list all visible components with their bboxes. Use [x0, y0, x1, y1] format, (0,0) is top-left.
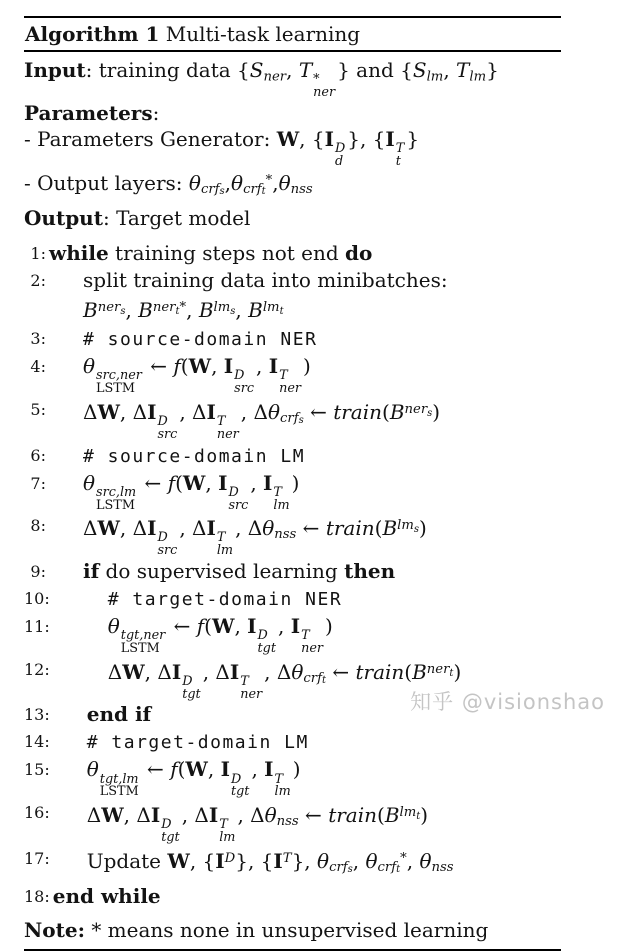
text-segment: ← — [325, 659, 356, 684]
text-segment: , { — [299, 126, 325, 151]
math-scripts: D tgt — [257, 628, 277, 656]
text-segment: ner — [152, 300, 176, 316]
text-segment: s — [219, 186, 225, 198]
text-segment: }, — [291, 848, 318, 873]
text-segment: , Δ — [181, 803, 209, 828]
line-content — [46, 512, 427, 558]
text-segment: # target-domain NER — [107, 588, 343, 610]
math-scripts: D d — [334, 140, 346, 169]
text-segment: } — [406, 126, 420, 151]
text-segment: lm — [397, 518, 414, 534]
text-segment: t — [396, 863, 401, 875]
text-segment: Parameters — [24, 100, 153, 125]
text-segment: , — [286, 58, 299, 82]
text-segment: T — [298, 58, 313, 82]
line-number: 1: — [30, 244, 46, 264]
algorithm-line-continuation — [24, 294, 561, 325]
header-line — [24, 100, 561, 126]
line-content — [50, 845, 454, 883]
text-segment: crf — [329, 860, 348, 876]
math-scripts: D src — [234, 368, 255, 397]
text-segment: θ — [262, 516, 275, 541]
text-segment: , — [125, 298, 139, 323]
math-scripts: T lm — [274, 771, 291, 800]
text-segment: , — [211, 354, 224, 379]
text-segment: , — [278, 613, 291, 638]
text-segment: I — [290, 613, 301, 638]
text-segment: I — [215, 848, 225, 873]
line-number: 12: — [24, 659, 50, 679]
text-segment: W — [122, 659, 145, 684]
text-segment: W — [211, 613, 235, 638]
text-segment: f — [170, 757, 178, 782]
line-content — [46, 240, 372, 267]
text-segment: B — [248, 298, 263, 323]
header-line — [24, 205, 561, 231]
line-number: 16: — [24, 803, 50, 823]
text-segment: ner — [97, 300, 121, 316]
text-segment: I — [206, 399, 216, 424]
math-scripts: tgt,lm LSTM — [99, 771, 139, 800]
text-segment: ← — [303, 399, 334, 424]
text-segment: θ — [107, 613, 120, 638]
text-segment: while — [49, 241, 109, 266]
text-segment: , — [224, 171, 232, 196]
line-content — [46, 325, 317, 353]
text-segment: ) — [292, 757, 301, 782]
text-segment: # target-domain LM — [86, 732, 309, 754]
text-segment: crf — [280, 411, 299, 427]
algorithm-box — [24, 16, 561, 951]
algorithm-line — [24, 396, 561, 442]
text-segment: B — [389, 399, 405, 424]
math-scripts: D tgt — [230, 771, 250, 800]
math-scripts: src,ner LSTM — [96, 368, 142, 397]
algorithm-line — [24, 558, 561, 585]
text-segment: Δ — [83, 516, 98, 541]
text-segment: }, { — [347, 126, 386, 151]
line-number: 15: — [24, 760, 50, 780]
algorithm-line — [24, 845, 561, 883]
text-segment: nss — [431, 860, 454, 876]
line-number: 6: — [30, 445, 46, 465]
text-segment: , Δ — [144, 659, 172, 684]
text-segment: Update — [86, 848, 168, 873]
text-segment: W — [97, 399, 120, 424]
header-line — [24, 57, 561, 100]
text-segment: I — [229, 659, 240, 684]
text-segment: θ — [188, 171, 201, 196]
text-segment: I — [264, 757, 274, 782]
text-segment: ( — [377, 803, 385, 828]
text-segment: ← — [296, 516, 326, 541]
text-segment: then — [344, 558, 396, 583]
text-segment: , Δ — [264, 659, 292, 684]
line-number: 18: — [24, 886, 50, 906]
text-segment: , Δ — [235, 516, 263, 541]
text-segment: ← — [298, 803, 329, 828]
text-segment: t — [321, 674, 326, 686]
line-content — [50, 656, 462, 702]
text-segment: , — [235, 298, 249, 323]
text-segment: W — [276, 126, 300, 151]
note-text: * means none in unsupervised learning — [91, 917, 489, 942]
text-segment: ) — [325, 613, 333, 638]
text-segment: , — [272, 171, 279, 196]
text-segment: I — [324, 126, 334, 151]
text-segment: * — [265, 173, 273, 189]
text-segment: ) — [420, 803, 429, 828]
text-segment: * — [400, 850, 407, 866]
line-content — [46, 442, 305, 470]
text-segment: f — [196, 613, 205, 638]
text-segment: θ — [419, 848, 432, 873]
text-segment: , Δ — [179, 516, 207, 541]
text-segment: lm — [469, 69, 487, 85]
text-segment: t — [261, 186, 266, 198]
text-segment: ner — [263, 69, 287, 85]
text-segment: * — [179, 300, 187, 316]
text-segment: , Δ — [240, 399, 268, 424]
line-content — [46, 267, 448, 294]
line-number: 8: — [30, 516, 46, 536]
text-segment: W — [185, 757, 208, 782]
text-segment: : Target model — [102, 206, 251, 231]
math-scripts: D src — [157, 413, 178, 442]
text-segment: nss — [274, 527, 297, 543]
text-segment: # source-domain NER — [83, 329, 318, 351]
line-content — [50, 613, 333, 656]
header-line — [24, 168, 561, 205]
text-segment: ner — [404, 401, 428, 417]
algorithm-line — [24, 728, 561, 756]
text-segment: θ — [267, 399, 280, 424]
text-segment: , — [186, 298, 199, 323]
text-segment: , — [250, 470, 264, 495]
text-segment: D — [224, 850, 236, 866]
line-number: 4: — [30, 357, 46, 377]
text-segment: θ — [231, 171, 244, 196]
text-segment: W — [188, 354, 212, 379]
algorithm-line — [24, 756, 561, 799]
text-segment: ← — [138, 470, 168, 495]
algorithm-note — [24, 917, 561, 951]
algorithm-line — [24, 470, 561, 513]
text-segment: I — [273, 848, 283, 873]
text-segment: t — [175, 306, 180, 318]
text-segment: crf — [200, 182, 220, 198]
text-segment: I — [223, 354, 234, 379]
text-segment: I — [247, 613, 257, 638]
text-segment: , Δ — [119, 399, 148, 424]
text-segment: , { — [189, 848, 216, 873]
text-segment: , — [443, 58, 457, 82]
text-segment: train — [328, 803, 377, 828]
algorithm-line — [24, 585, 561, 613]
text-segment: , — [251, 757, 265, 782]
text-segment: T — [282, 850, 292, 866]
algorithm-line — [24, 613, 561, 656]
text-segment: , — [234, 613, 248, 638]
algorithm-header — [24, 52, 561, 231]
text-segment: } — [486, 58, 499, 82]
math-scripts: T ner — [216, 413, 239, 442]
text-segment: I — [268, 354, 279, 379]
text-segment: θ — [291, 659, 304, 684]
text-segment: t — [416, 810, 421, 822]
text-segment: θ — [317, 848, 330, 873]
text-segment: Δ — [86, 803, 102, 828]
text-segment: do — [345, 241, 373, 266]
math-scripts: T ner — [301, 628, 324, 656]
math-scripts: D tgt — [161, 817, 180, 845]
text-segment: B — [382, 516, 398, 541]
text-segment: W — [97, 516, 120, 541]
line-number: 10: — [24, 588, 50, 608]
math-scripts: T ner — [240, 673, 263, 702]
text-segment: training steps not end — [108, 241, 346, 266]
line-content — [50, 701, 151, 728]
line-content — [46, 558, 395, 585]
text-segment: B — [198, 298, 214, 323]
text-segment: ( — [177, 757, 186, 782]
algorithm-line — [24, 325, 561, 353]
text-segment: W — [101, 803, 124, 828]
math-scripts: T t — [395, 140, 405, 169]
text-segment: train — [333, 399, 383, 424]
math-scripts: T lm — [219, 817, 236, 845]
math-scripts: tgt,ner LSTM — [120, 628, 166, 656]
math-scripts: * ner — [313, 72, 336, 100]
algorithm-line — [24, 353, 561, 396]
line-content — [50, 799, 428, 845]
text-segment: - Parameters Generator: — [24, 126, 277, 151]
text-segment: Input — [24, 58, 86, 82]
algorithm-caption — [24, 18, 561, 50]
algorithm-line — [24, 512, 561, 558]
text-segment: θ — [365, 848, 378, 873]
algorithm-body — [24, 240, 561, 909]
text-segment: I — [385, 126, 395, 151]
text-segment: nss — [290, 182, 313, 198]
algorithm-line — [24, 442, 561, 470]
line-content — [50, 756, 301, 799]
text-segment: ← — [143, 354, 174, 379]
text-segment: do supervised learning — [99, 558, 345, 583]
header-line — [24, 126, 561, 169]
text-segment: ← — [167, 613, 197, 638]
line-number: 11: — [24, 616, 50, 636]
text-segment: s — [298, 414, 304, 426]
text-segment: W — [182, 470, 206, 495]
text-segment: s — [413, 524, 420, 536]
math-scripts: T lm — [216, 530, 234, 559]
text-segment: , Δ — [123, 803, 151, 828]
text-segment: s — [347, 863, 353, 875]
algorithm-line — [24, 799, 561, 845]
line-number: 2: — [30, 271, 46, 291]
text-segment: ) — [303, 354, 311, 379]
text-segment: ( — [180, 354, 189, 379]
line-number: 5: — [30, 399, 46, 419]
text-segment: , — [352, 848, 366, 873]
text-segment: s — [230, 306, 236, 318]
line-content — [50, 883, 161, 910]
text-segment: ) — [419, 516, 427, 541]
text-segment: train — [325, 516, 375, 541]
text-segment: nss — [276, 814, 299, 830]
text-segment: , — [406, 848, 420, 873]
text-segment: f — [173, 354, 181, 379]
algorithm-line — [24, 240, 561, 267]
text-segment: end if — [86, 702, 152, 727]
math-scripts: src,lm LSTM — [96, 484, 137, 513]
text-segment: ( — [404, 659, 413, 684]
text-segment: I — [171, 659, 182, 684]
text-segment: ← — [140, 757, 171, 782]
text-segment: ) — [291, 470, 300, 495]
text-segment: train — [355, 659, 405, 684]
text-segment: lm — [213, 300, 231, 316]
text-segment: I — [147, 516, 157, 541]
text-segment: ( — [382, 399, 390, 424]
math-scripts: D tgt — [182, 673, 201, 702]
text-segment: ner — [426, 661, 450, 677]
line-number: 13: — [24, 705, 50, 725]
text-segment: ( — [204, 613, 212, 638]
text-segment: B — [138, 298, 153, 323]
text-segment: I — [263, 470, 273, 495]
text-segment: Δ — [83, 399, 98, 424]
text-segment: θ — [278, 171, 291, 196]
text-segment: s — [427, 407, 433, 419]
line-content — [46, 294, 284, 325]
text-segment: t — [449, 667, 454, 679]
text-segment: θ — [83, 354, 96, 379]
text-segment: , — [205, 470, 219, 495]
text-segment: ( — [175, 470, 183, 495]
text-segment: S — [412, 58, 427, 82]
text-segment: crf — [303, 670, 322, 686]
line-content — [50, 585, 342, 613]
text-segment: , Δ — [202, 659, 230, 684]
line-content — [46, 353, 311, 396]
text-segment: B — [384, 803, 400, 828]
text-segment: split training data into minibatches: — [83, 268, 448, 293]
text-segment: , — [256, 354, 269, 379]
text-segment: s — [120, 306, 126, 318]
math-scripts: D src — [157, 530, 178, 559]
text-segment: S — [249, 58, 264, 82]
line-number: 7: — [30, 473, 46, 493]
math-scripts: T ner — [279, 368, 302, 397]
text-segment: crf — [377, 860, 397, 876]
text-segment: θ — [83, 470, 96, 495]
line-number: 9: — [30, 561, 46, 581]
text-segment: if — [83, 558, 100, 583]
text-segment: B — [412, 659, 427, 684]
text-segment: ) — [453, 659, 462, 684]
text-segment: lm — [262, 300, 280, 316]
line-number: 3: — [30, 329, 46, 349]
algorithm-line — [24, 883, 561, 910]
algorithm-title: Multi-task learning — [165, 22, 361, 46]
text-segment: Output — [24, 206, 103, 231]
text-segment: } and { — [337, 58, 413, 82]
text-segment: : training data { — [85, 58, 250, 82]
text-segment: I — [206, 516, 216, 541]
text-segment: , — [207, 757, 221, 782]
text-segment: # source-domain LM — [83, 445, 306, 467]
text-segment: : — [152, 100, 160, 125]
text-segment: I — [220, 757, 230, 782]
line-content — [46, 470, 299, 513]
line-number: 17: — [24, 848, 50, 868]
note-label: Note: — [24, 917, 85, 942]
text-segment: }, { — [235, 848, 274, 873]
text-segment: W — [167, 848, 190, 873]
text-segment: ( — [374, 516, 383, 541]
text-segment: B — [83, 298, 98, 323]
algorithm-line — [24, 267, 561, 294]
line-number: 14: — [24, 732, 50, 752]
text-segment: I — [218, 470, 228, 495]
algorithm-label: Algorithm 1 — [25, 22, 160, 46]
text-segment: - Output layers: — [24, 171, 189, 196]
math-scripts: T lm — [273, 484, 290, 513]
line-content — [46, 396, 440, 442]
text-segment: t — [279, 306, 284, 318]
text-segment: lm — [426, 69, 444, 85]
watermark: 知乎 @visionshao — [410, 690, 605, 714]
text-segment: T — [456, 58, 470, 82]
text-segment: , Δ — [237, 803, 265, 828]
text-segment: end while — [52, 883, 161, 908]
text-segment: Δ — [107, 659, 123, 684]
text-segment: lm — [399, 805, 417, 821]
text-segment: I — [150, 803, 161, 828]
text-segment: I — [208, 803, 219, 828]
text-segment: , Δ — [119, 516, 148, 541]
line-content — [50, 728, 309, 756]
text-segment: θ — [86, 757, 99, 782]
text-segment: θ — [264, 803, 277, 828]
text-segment: f — [167, 470, 176, 495]
text-segment: ) — [432, 399, 441, 424]
text-segment: crf — [243, 182, 262, 198]
text-segment: I — [147, 399, 157, 424]
text-segment: , Δ — [179, 399, 207, 424]
math-scripts: D src — [228, 484, 249, 513]
line-number — [24, 294, 46, 325]
